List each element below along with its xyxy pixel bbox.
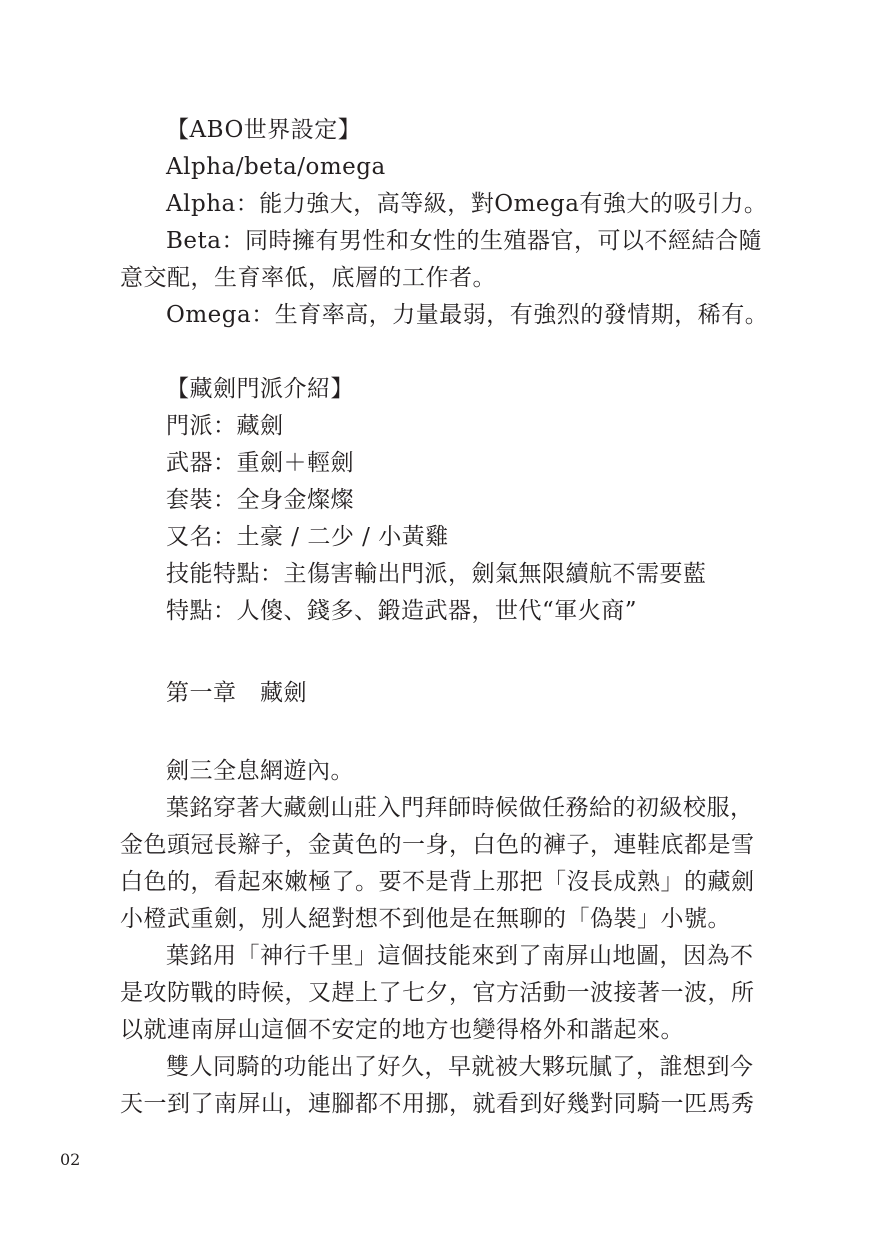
sect-intro-section xyxy=(120,371,760,630)
story-paragraph-3-line-1: 葉銘用「神行千里」這個技能來到了南屏山地圖，因為不 xyxy=(166,943,754,969)
sect-outfit: 套裝：全身金燦燦 xyxy=(166,487,354,513)
abo-setting-section xyxy=(120,112,769,334)
abo-setting-heading: 【ABO世界設定】 xyxy=(166,117,362,143)
beta-description-line-2: 意交配，生育率低，底層的工作者。 xyxy=(120,265,496,291)
page-number: 02 xyxy=(60,1150,81,1169)
sect-faction: 門派：藏劍 xyxy=(166,413,284,439)
story-paragraph-1: 劍三全息網遊內。 xyxy=(166,758,354,784)
chapter-title-block xyxy=(120,675,760,712)
sect-weapon: 武器：重劍＋輕劍 xyxy=(166,450,354,476)
story-paragraph-3-line-3: 以就連南屏山這個不安定的地方也變得格外和諧起來。 xyxy=(120,1017,684,1043)
story-paragraph-4-line-2: 天一到了南屏山，連腳都不用挪，就看到好幾對同騎一匹馬秀 xyxy=(120,1091,755,1117)
sect-skills: 技能特點：主傷害輸出門派，劍氣無限續航不需要藍 xyxy=(166,561,707,587)
chapter-title: 第一章 藏劍 xyxy=(166,680,307,706)
beta-description-line-1: Beta：同時擁有男性和女性的生殖器官，可以不經結合隨 xyxy=(166,228,762,254)
sect-intro-heading: 【藏劍門派介紹】 xyxy=(166,376,354,402)
alpha-description: Alpha：能力強大，高等級，對Omega有強大的吸引力。 xyxy=(166,191,768,217)
story-body xyxy=(120,753,760,1123)
story-paragraph-3-line-2: 是攻防戰的時候，又趕上了七夕，官方活動一波接著一波，所 xyxy=(120,980,755,1006)
abo-types-line: Alpha/beta/omega xyxy=(166,154,386,180)
story-paragraph-2-line-1: 葉銘穿著大藏劍山莊入門拜師時候做任務給的初級校服， xyxy=(166,795,754,821)
story-paragraph-4-line-1: 雙人同騎的功能出了好久，早就被大夥玩膩了，誰想到今 xyxy=(166,1054,754,1080)
story-paragraph-2-line-2: 金色頭冠長辮子，金黃色的一身，白色的褲子，連鞋底都是雪 xyxy=(120,832,755,858)
omega-description: Omega：生育率高，力量最弱，有強烈的發情期，稀有。 xyxy=(166,302,769,328)
story-paragraph-2-line-3: 白色的，看起來嫩極了。要不是背上那把「沒長成熟」的藏劍 xyxy=(120,869,755,895)
sect-traits: 特點：人傻、錢多、鍛造武器，世代“軍火商” xyxy=(166,598,638,624)
story-paragraph-2-line-4: 小橙武重劍，別人絕對想不到他是在無聊的「偽裝」小號。 xyxy=(120,906,731,932)
sect-alias: 又名：土豪 / 二少 / 小黃雞 xyxy=(166,524,449,550)
